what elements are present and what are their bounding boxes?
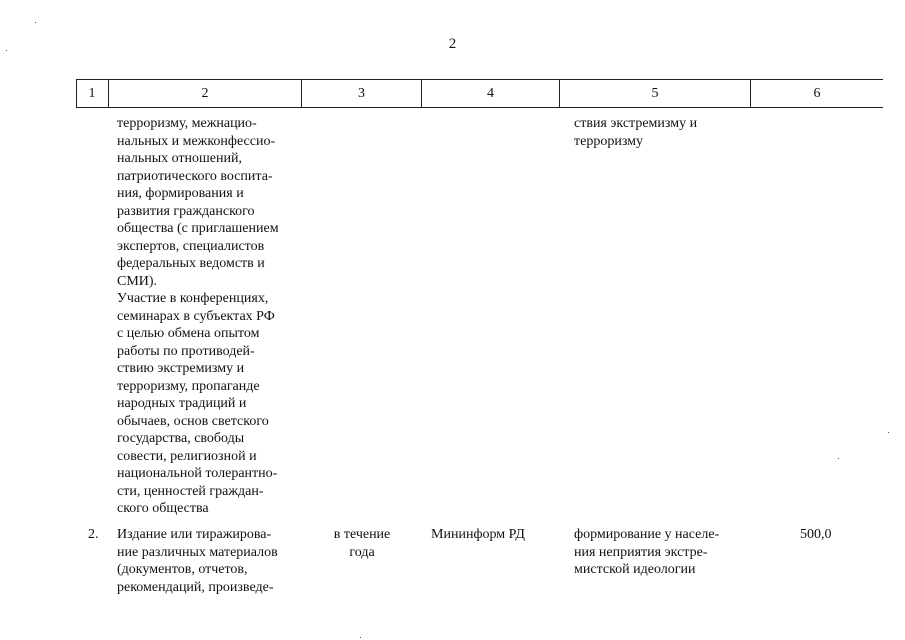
- scan-speck: [35, 22, 36, 23]
- row-2-executor: Мининформ РД: [431, 527, 525, 542]
- row-2-amount: 500,0: [800, 527, 832, 542]
- scan-speck: [6, 50, 7, 51]
- header-col-2: 2: [201, 86, 209, 101]
- header-col-5: 5: [651, 86, 659, 101]
- page-number: 2: [448, 36, 457, 52]
- header-col-3: 3: [358, 86, 365, 101]
- row-2-period: в течение года: [333, 527, 391, 560]
- header-col-6: 6: [813, 86, 821, 101]
- row-2-event-text: Издание или тиражирова- ние различных материалов (документов, отчетов, рекомендаций, произведе-: [117, 527, 278, 595]
- header-col-4: 4: [487, 86, 494, 101]
- scan-speck: [360, 637, 361, 638]
- row-2-number: 2.: [88, 527, 99, 542]
- scan-speck: [888, 432, 889, 433]
- header-col-1: 1: [88, 86, 96, 101]
- scan-speck: [838, 458, 839, 459]
- row-2-result: формирование у населе- ния неприятия экстре- мистской идеологии: [574, 527, 720, 577]
- row-1-event-text: терроризму, межнацио- нальных и межконфессио- нальных отношений, патриотического воспита- ния, формирования и развития гражданского общества (с приглашением экспертов, специалистов федеральных ведомств и СМИ). Участие в конференциях, семинарах в субъектах РФ с целью обмена опытом работы по противодей- ствию экстремизму и терроризму, пропаганде народных традиций и обычаев, основ светского государства, свободы совести, религиозной и национальной толерантно- сти, ценностей граждан- ского общества: [117, 116, 279, 516]
- row-1-result-text: ствия экстремизму и терроризму: [574, 116, 698, 149]
